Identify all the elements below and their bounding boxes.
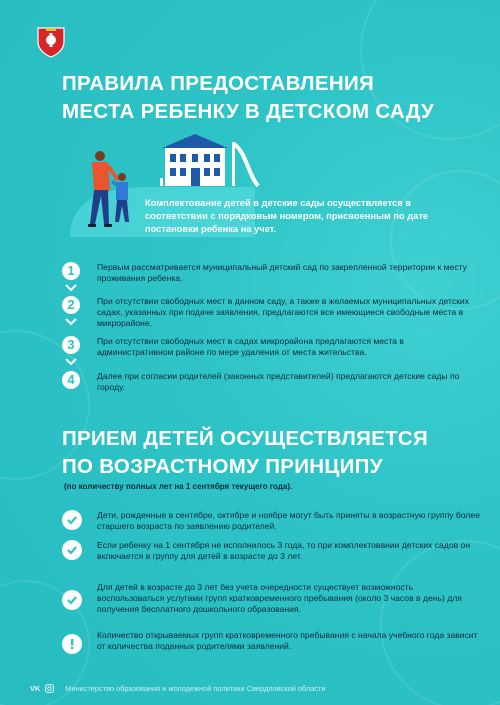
intro-text: Комплектование детей в детские сады осуществляется в соответствии с порядковым номером, присвоенным по дате постановки ребенка на учет. [145,198,429,235]
section-title-line2: ПО ВОЗРАСТНОМУ ПРИНЦИПУ [62,455,383,478]
step-item [62,262,472,294]
step-number-badge: 4 [62,371,80,389]
exclamation-icon [62,634,82,654]
section-title [62,425,482,481]
step-text: Далее при согласии родителей (законных представителей) предлагаются детские сады по городу. [97,371,460,393]
rule-text: Дети, рожденные в сентябре, октябре и ноябре могут быть приняты в возрастную группу более старшего возраста по заявлению родителей. [97,510,480,532]
step-text: Первым рассматривается муниципальный детский сад по закрепленной территории к месту проживания ребенка. [97,262,467,284]
step-item [62,296,472,328]
footer [30,684,326,693]
coat-of-arms-icon [34,24,68,58]
chevron-down-icon [65,282,77,294]
chevron-down-icon [65,316,77,328]
check-icon [62,540,82,560]
section-subnote: (по количеству полных лет на 1 сентября текущего года). [64,482,293,491]
step-text: При отсутствии свободных мест в данном саду, а также в желаемых муниципальных детских садах, указанных при подаче заявления, предлагаются все имеющиеся свободные места в микрорайоне. [97,296,470,329]
page-title [62,70,482,126]
slide-icon [232,142,258,186]
step-text: При отсутствии свободных мест в садах микрорайона предлагаются места в административном районе по мере удаления от места жительства. [97,336,404,358]
step-item [62,336,472,368]
instagram-icon[interactable] [45,684,54,693]
step-number-badge: 2 [62,296,80,314]
rule-text: Для детей в возрасте до 3 лет без учета очередности существует возможность воспользоваться услугами групп кратковременного пребывания (около 3 часов в день) для получения бесплатного дошкольного образования. [97,582,462,615]
check-icon [62,510,82,530]
step-number-badge: 3 [62,336,80,354]
vk-icon[interactable]: VK [30,684,41,693]
rule-text: Количество открываемых групп кратковременного пребывания с начала учебного года зависит от количества поданных родителями заявлений. [97,630,478,652]
background-ornament [380,540,500,705]
step-item [62,371,472,403]
page-title-line1: ПРАВИЛА ПРЕДОСТАВЛЕНИЯ [62,72,375,95]
step-number-badge: 1 [62,262,80,280]
rule-text: Если ребенку на 1 сентября не исполнилось 3 года, то при комплектовании детских садов он включается в группу для детей в возрасте до 3 лет. [97,540,471,562]
section-title-line1: ПРИЕМ ДЕТЕЙ ОСУЩЕСТВЛЯЕТСЯ [62,427,429,450]
check-icon [62,590,82,610]
ministry-name: Министерство образования и молодежной политики Свердловской области [65,684,326,693]
chevron-down-icon [65,356,77,368]
building-icon [160,134,228,186]
page-title-line2: МЕСТА РЕБЕНКУ В ДЕТСКОМ САДУ [62,100,435,123]
